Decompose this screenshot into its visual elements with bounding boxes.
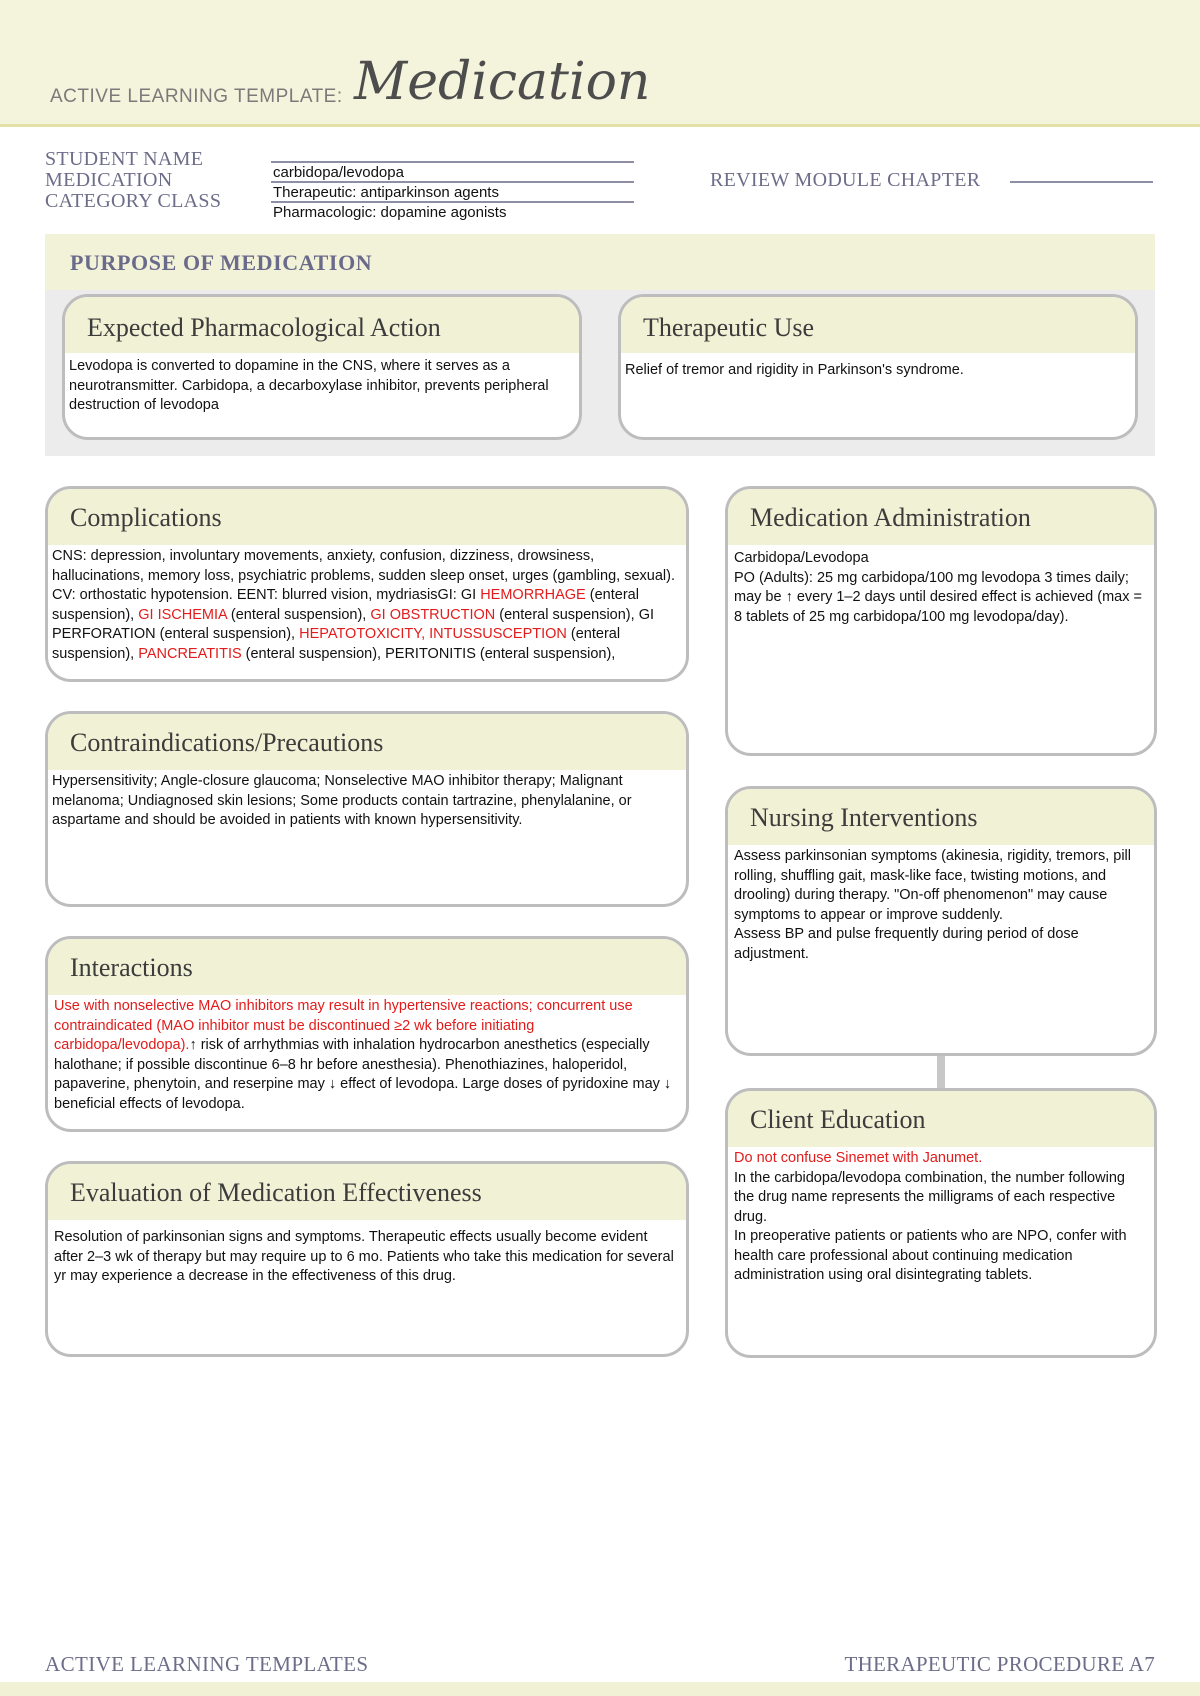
- contraindications-title: Contraindications/Precautions: [48, 714, 686, 770]
- nursing-body[interactable]: Assess parkinsonian symptoms (akinesia, rigidity, tremors, pill rolling, shuffling gait, mask-like face, twisting motions, and drooling) during therapy. "On-off phenomenon" may cause symptoms to appear or improve suddenly. Assess BP and pulse frequently during period of dose adjustment.: [734, 848, 1132, 962]
- nursing-title: Nursing Interventions: [728, 789, 1154, 845]
- template-title: Medication: [354, 52, 651, 112]
- evaluation-title: Evaluation of Medication Effectiveness: [48, 1164, 686, 1220]
- category-therapeutic-field[interactable]: Therapeutic: antiparkinson agents: [273, 184, 499, 201]
- administration-card: [725, 486, 1157, 756]
- header-rule: [0, 124, 1200, 127]
- complications-card: [45, 486, 689, 682]
- education-card: [725, 1088, 1157, 1358]
- therapeutic-use-card: [618, 294, 1138, 440]
- category-class-label: CATEGORY CLASS: [45, 190, 222, 212]
- purpose-title: PURPOSE OF MEDICATION: [70, 250, 373, 275]
- contraindications-body[interactable]: Hypersensitivity; Angle-closure glaucoma; Nonselective MAO inhibitor therapy; Malignant melanoma; Undiagnosed skin lesions; Some products contain tartrazine, phenylalanine, or aspartame and should be avoided in patients with known hypersensitivity.: [52, 773, 632, 828]
- interactions-body[interactable]: Use with nonselective MAO inhibitors may result in hypertensive reactions; concurrent use contraindicated (MAO inhibitor must be discontinued ≥2 wk before initiating carbidopa/levodopa).↑ risk of arrhythmias with inhalation hydrocarbon anesthetics (especially halothane; if possible discontinue 6–8 hr before anesthesia). Phenothiazines, haloperidol, papaverine, phenytoin, and reserpine may ↓ effect of levodopa. Large doses of pyridoxine may ↓ beneficial effects of levodopa.: [54, 998, 672, 1112]
- expected-action-title: Expected Pharmacological Action: [65, 297, 579, 353]
- expected-action-body[interactable]: Levodopa is converted to dopamine in the CNS, where it serves as a neurotransmitter. Carbidopa, a decarboxylase inhibitor, prevents peripheral destruction of levodopa: [69, 358, 549, 413]
- interactions-title: Interactions: [48, 939, 686, 995]
- administration-title: Medication Administration: [728, 489, 1154, 545]
- contraindications-card: [45, 711, 689, 907]
- review-module-field[interactable]: [1010, 181, 1153, 183]
- review-module-label: REVIEW MODULE CHAPTER: [710, 169, 981, 191]
- complication-gi-ischemia: GI ISCHEMIA: [138, 606, 227, 623]
- expected-action-card: [62, 294, 582, 440]
- student-name-underline: [271, 161, 634, 163]
- interactions-warning: Use with nonselective MAO inhibitors may result in hypertensive reactions; concurrent use contraindicated (MAO inhibitor must be discontinued ≥2 wk before initiating carbidopa/levodopa).: [54, 998, 633, 1053]
- complication-hepatotoxicity: HEPATOTOXICITY, INTUSSUSCEPTION: [299, 626, 567, 642]
- therapeutic-use-body[interactable]: Relief of tremor and rigidity in Parkinson's syndrome.: [625, 362, 964, 378]
- footer-band: [0, 1682, 1200, 1696]
- template-label: ACTIVE LEARNING TEMPLATE:: [50, 86, 343, 107]
- category-pharmacologic-field[interactable]: Pharmacologic: dopamine agonists: [273, 204, 507, 221]
- evaluation-card: [45, 1161, 689, 1357]
- complication-pancreatitis: PANCREATITIS: [138, 645, 242, 662]
- complications-title: Complications: [48, 489, 686, 545]
- category-underline: [271, 201, 634, 203]
- education-warning: Do not confuse Sinemet with Janumet.: [734, 1150, 983, 1166]
- nursing-card: [725, 786, 1157, 1056]
- medication-field[interactable]: carbidopa/levodopa: [273, 164, 404, 181]
- medication-underline: [271, 181, 634, 183]
- footer-left: ACTIVE LEARNING TEMPLATES: [45, 1652, 369, 1676]
- administration-body[interactable]: Carbidopa/Levodopa PO (Adults): 25 mg carbidopa/100 mg levodopa 3 times daily; may be ↑ every 1–2 days until desired effect is achieved (max = 8 tablets of 25 mg carbidopa/100 mg levodopa/day).: [734, 550, 1142, 625]
- complications-body[interactable]: CNS: depression, involuntary movements, anxiety, confusion, dizziness, drowsiness, hallucinations, memory loss, psychiatric problems, sudden sleep onset, urges (gambling, sexual). CV: orthostatic hypotension. EENT: blurred vision, mydriasisGI: GI HEMORRHAGE (enteral suspension), GI ISCHEMIA (enteral suspension), GI OBSTRUCTION (enteral suspension), GI PERFORATION (enteral suspension), HEPATOTOXICITY, INTUSSUSCEPTION (enteral suspension), PANCREATITIS (enteral suspension), PERITONITIS (enteral suspension),: [52, 548, 675, 662]
- education-body[interactable]: Do not confuse Sinemet with Janumet. In the carbidopa/levodopa combination, the number following the drug name represents the milligrams of each respective drug. In preoperative patients or patients who are NPO, confer with health care professional about continuing medication administration using oral disintegrating tablets.: [728, 1147, 1154, 1286]
- therapeutic-use-title: Therapeutic Use: [621, 297, 1135, 353]
- interactions-card: [45, 936, 689, 1132]
- student-name-label: STUDENT NAME: [45, 148, 204, 170]
- evaluation-body[interactable]: Resolution of parkinsonian signs and symptoms. Therapeutic effects usually become evident after 2–3 wk of therapy but may require up to 6 mo. Patients who take this medication for several yr may experience a decrease in the effectiveness of this drug.: [54, 1229, 674, 1284]
- footer-right: THERAPEUTIC PROCEDURE A7: [844, 1652, 1155, 1676]
- complication-hemorrhage: HEMORRHAGE: [480, 587, 586, 603]
- education-title: Client Education: [728, 1091, 1154, 1147]
- medication-label: MEDICATION: [45, 169, 173, 191]
- complication-gi-obstruction: GI OBSTRUCTION: [370, 606, 496, 623]
- nursing-education-connector: [937, 1056, 945, 1090]
